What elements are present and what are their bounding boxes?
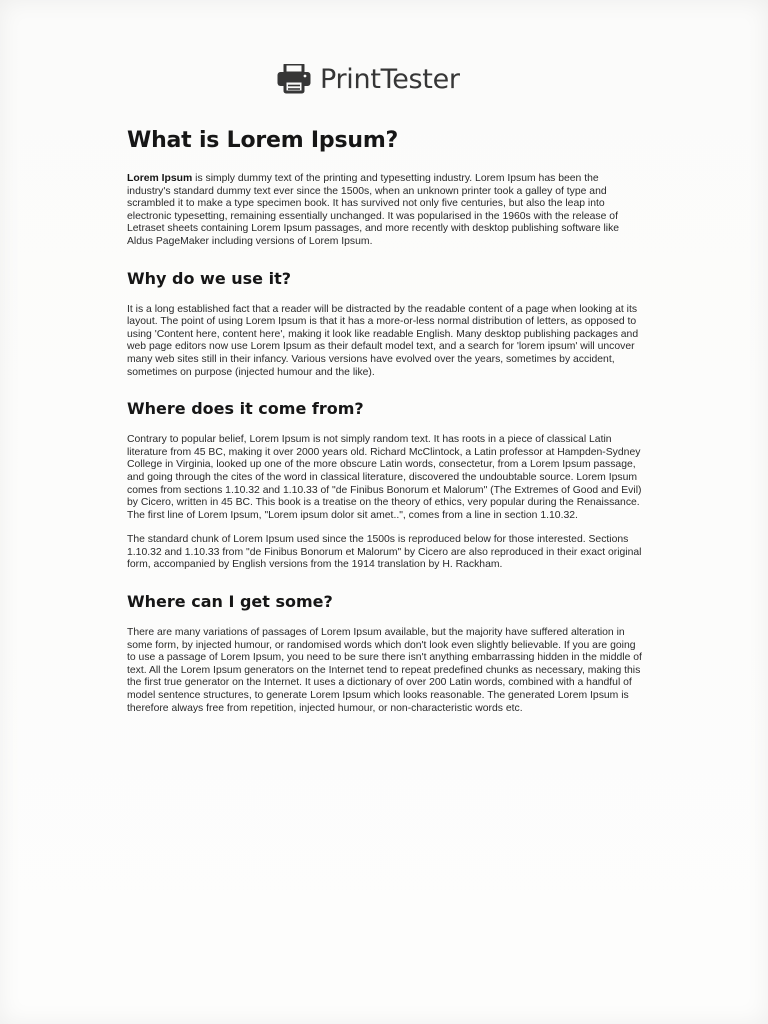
intro-lead: Lorem Ipsum <box>127 173 193 184</box>
printtester-logo <box>276 64 460 94</box>
printer-icon <box>276 64 312 94</box>
section-heading-where: Where can I get some? <box>127 592 333 612</box>
page-title: What is Lorem Ipsum? <box>127 128 399 153</box>
paragraph-where: There are many variations of passages of Lorem Ipsum available, but the majority have suffered alteration in some form, by injected humour, or randomised words which don't look even slightly believable. If you are going to use a passage of Lorem Ipsum, you need to be sure there isn't anything embarrassing hidden in the middle of text. All the Lorem Ipsum generators on the Internet tend to repeat predefined chunks as necessary, making this the first true generator on the Internet. It uses a dictionary of over 200 Latin words, combined with a handful of model sentence structures, to generate Lorem Ipsum which looks reasonable. The generated Lorem Ipsum is therefore always free from repetition, injected humour, or non-characteristic words etc. <box>127 627 642 714</box>
intro-paragraph <box>127 173 643 249</box>
section-heading-why: Why do we use it? <box>127 268 292 288</box>
paragraph-why: It is a long established fact that a reader will be distracted by the readable content of a page when looking at its layout. The point of using Lorem Ipsum is that it has a more-or-less normal distribution of letters, as opposed to using 'Content here, content here', making it look like readable English. Many desktop publishing packages and web page editors now use Lorem Ipsum as their default model text, and a search for 'lorem ipsum' will uncover many web sites still in their infancy. Various versions have evolved over the years, sometimes by accident, sometimes on purpose (injected humour and the like). <box>127 303 639 378</box>
logo-text: PrintTester <box>320 63 460 95</box>
paragraph-origin-1: Contrary to popular belief, Lorem Ipsum is not simply random text. It has roots in a piece of classical Latin literature from 45 BC, making it over 2000 years old. Richard McClintock, a Latin professor at Hampden-Sydney College in Virginia, looked up one of the more obscure Latin words, consectetur, from a Lorem Ipsum passage, and going through the cites of the word in classical literature, discovered the undoubtable source. Lorem Ipsum comes from sections 1.10.32 and 1.10.33 of "de Finibus Bonorum et Malorum" (The Extremes of Good and Evil) by Cicero, written in 45 BC. This book is a treatise on the theory of ethics, very popular during the Renaissance. The first line of Lorem Ipsum, "Lorem ipsum dolor sit amet..", comes from a line in section 1.10.32. <box>127 434 642 521</box>
section-heading-origin: Where does it come from? <box>127 399 364 419</box>
article <box>127 118 643 727</box>
intro-body: is simply dummy text of the printing and typesetting industry. Lorem Ipsum has been the industry's standard dummy text ever since the 1500s, when an unknown printer took a galley of type and scrambled it to make a type specimen book. It has survived not only five centuries, but also the leap into electronic typesetting, remaining essentially unchanged. It was popularised in the 1960s with the release of Letraset sheets containing Lorem Ipsum passages, and more recently with desktop publishing software like Aldus PageMaker including versions of Lorem Ipsum. <box>127 173 620 247</box>
paragraph-origin-2: The standard chunk of Lorem Ipsum used since the 1500s is reproduced below for those interested. Sections 1.10.32 and 1.10.33 from "de Finibus Bonorum et Malorum" by Cicero are also reproduced in their exact original form, accompanied by English versions from the 1914 translation by H. Rackham. <box>127 534 642 571</box>
